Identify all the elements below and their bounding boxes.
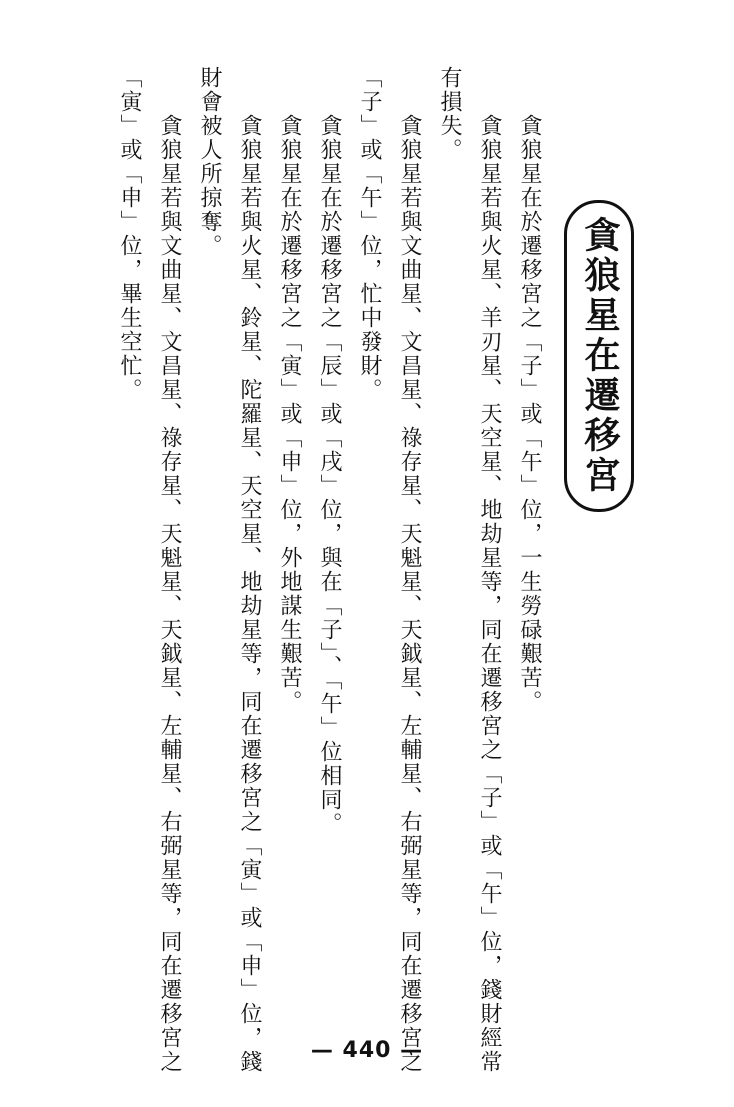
text-column-5: 「子」或「午」位，忙中發財。: [357, 66, 382, 402]
text-column-4: 貪狼星若與文曲星、文昌星、祿存星、天魁星、天鉞星、左輔星、右弼星等，同在遷移宮之: [397, 114, 422, 1074]
text-column-10: 貪狼星若與文曲星、文昌星、祿存星、天魁星、天鉞星、左輔星、右弼星等，同在遷移宮之: [157, 114, 182, 1074]
text-column-3: 有損失。: [437, 66, 462, 162]
text-column-11: 「寅」或「申」位，畢生空忙。: [117, 66, 142, 402]
text-column-1: 貪狼星在於遷移宮之「子」或「午」位，一生勞碌艱苦。: [517, 114, 542, 714]
text-column-2: 貪狼星若與火星、羊刃星、天空星、地劫星等，同在遷移宮之「子」或「午」位，錢財經常: [477, 114, 502, 1074]
page-number: — 440 —: [310, 1038, 424, 1063]
text-column-9: 財會被人所掠奪。: [197, 66, 222, 258]
page-title: 貪狼星在遷移宮: [579, 216, 620, 496]
text-column-8: 貪狼星若與火星、鈴星、陀羅星、天空星、地劫星等，同在遷移宮之「寅」或「申」位，錢: [237, 114, 262, 1074]
text-column-7: 貪狼星在於遷移宮之「寅」或「申」位，外地謀生艱苦。: [277, 114, 302, 714]
title-box: [564, 200, 634, 512]
text-column-6: 貪狼星在於遷移宮之「辰」或「戌」位，與在「子」、「午」位相同。: [317, 114, 342, 836]
